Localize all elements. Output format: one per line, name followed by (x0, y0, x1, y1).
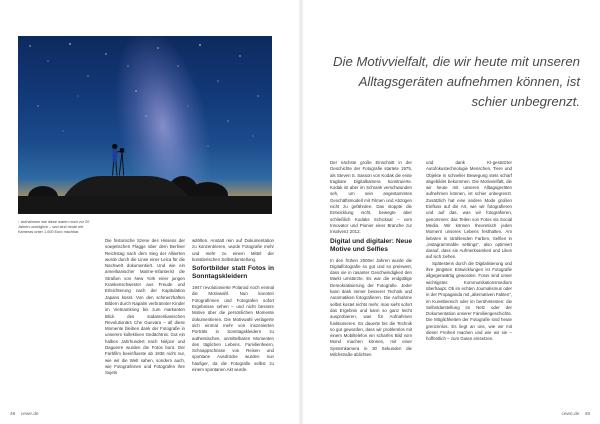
pull-quote: Die Motivvielfalt, die wir heute mit unseren Alltagsgeräten aufnehmen können, ist schier unbegrenzt. (332, 54, 580, 109)
page-number: 48 (10, 412, 16, 417)
ground-silhouette (18, 196, 272, 214)
text-column-1 (105, 238, 185, 377)
section-subhead: Digital und digitaler: Neue Motive und Selfies (330, 237, 412, 253)
body-text: wählten. Anstatt rein auf Dokumentation zu konzentrieren, wurde Fotografie mehr und mehr zu einem Mittel der künstlerischen Selbstdarstellung. (192, 238, 274, 262)
photographer-with-tripod (102, 142, 132, 180)
photo-caption: ↑ Aufnahmen wie diese waren noch vor 20 Jahren unmöglich – und sind heute mit Kameras unter 1.000 Euro machbar. (18, 220, 90, 234)
text-column-2 (192, 238, 274, 373)
page-gutter (298, 0, 304, 424)
brand-url: cewe.de (561, 412, 580, 417)
milky-way-photo (18, 36, 272, 214)
page-number: 49 (584, 412, 590, 417)
body-text: In den frühen 2000er Jahren wurde die Digitalfotografie so gut und so preiswert, dass sie in rasanter Geschwindigkeit den Markt umstürzte. Es war die endgültige Demokratisierung der Fotografie. Jeder kann dank immer besserer Technik und Automatiken fotografieren. Die Aufnahme selbst kostet nichts mehr, man sieht sofort das Ergebnis und kann so ganz leicht ausprobieren, was für Aufnahmen funktionieren. Es dauerte bis die Technik so gut geworden, dass wir problemlos mit einem Mobiltelefon ein scharfes Bild vom Mond machen können, mit einer Systemkamera in 30 Sekunden die Milchstraße ablichten (330, 257, 412, 358)
text-column-4 (426, 160, 512, 343)
body-text: Der nächste große Einschnitt in der Geschichte der Fotografie startete 1975, als Steven S. Sasson von Kodak die erste tragbare Digitalkamera konstruierte. Kodak ist aber im Schrank verschwunden seh, um sein angestammtes Geschäftsmodell mit Filmen und Abzügen nicht zu gefährden. Das stoppte die Entwicklung nicht, bewegte aber schließlich Kodaks Schicksal – vom Innovator und Pionier einer Branche zur Insolvenz 2012. (330, 160, 412, 235)
body-text: Die historische Szene des Hissens der sowjetischen Flagge über dem Berliner Reichstag nach dem Sieg der Alliierten wurde durch die Linse einer Leica für die Nachwelt dokumentiert. Und wie ein amerikanischer Marine-Infanterist die Straßen von New York einer jungen Krankenschwester aus Freude und Erleichterung nach der Kapitulation Japans küsst. Von den schmerzhaften Bildern durch Napalm verbrannter Kinder im Vietnamkrieg bis zum markanten Blick des südamerikanischen Revolutionärs Che Guevara – all diese Momente bleiben dank der Fotografie in unserem kollektiven Gedächtnis. Gut ein halbes Jahrhundert nach Niépce und Daguerre wurden die Fotos bunt. Der Farbfilm beeinflusste ab 1936 nicht nur, wie wir die Welt sahen, sondern auch, wie Fotografinnen und Fotografen ihre Sujets (105, 238, 185, 376)
page-footer-right (561, 412, 590, 417)
page-footer-left (10, 412, 39, 417)
text-column-3 (330, 160, 412, 358)
body-text: Spätestens durch die Digitalisierung und ihre jüngsten Entwicklungen ist Fotografie allgegenwärtig geworden. Fotos sind unser wichtigstes Kommunikationsmedium überhaupt. Ob im echten Journalismus oder in der Propaganda mit „alternativen Fakten“, im Kunstbereich oder im berühmtesten: die Selbstdarstellung im Netz oder der Dokumentation unserer Familiengeschichte. Die Möglichkeiten der Fotografie sind heute grenzenlos. Es liegt an uns, wie wir mit dieser Freiheit machen und wie wir sie – hoffentlich – zum Guten einsetzen. (426, 260, 512, 342)
section-subhead: Sofortbilder statt Fotos in Sonntagskleidern (192, 265, 274, 281)
body-text: und dank KI-gestützter Autofokustechnologie Menschen, Tiere und Objekte in schneller Bewegung stets scharf abgebildet bekommen. Die Motivvielfalt, die wir heute mit unseren Alltagsgeräten aufnehmen können, ist schier unbegrenzt. Zusätzlich hat eine andere Mode großen Einfluss auf die Art, wie wir fotografieren und auf das, was wir fotografieren, genommen: das Teilen von Fotos via Social Media. Wir können theoretisch jeden Moment unseres Lebens festhalten. Am liebsten in strahlenden Farben, Selfies in „instagrammable settings“, also optimiert darauf, dass sie Aufmerksamkeit und Likes auf sich ziehen. (426, 160, 512, 260)
body-text: 1947 revolutionierte Polaroid noch einmal die Motivwahl. Nun konnten Fotografinnen und Fotografen sofort Ergebnisse sehen – und nicht bessere Motive über die persönlichen Momente dokumentieren. Die Motivwahl verlagerte sich einmal mehr von inszenierten Porträts in Sonntagskleidern zu authentischen, unmittelbaren Momenten des täglichen Lebens. Familienfeiern, Schnappschüsse von Reisen und spontane Ausdrücke wurden nun häufiger, da die Fotografie selbst zu einem spontanen Akt wurde. (192, 285, 274, 373)
brand-url: cewe.de (20, 412, 39, 417)
